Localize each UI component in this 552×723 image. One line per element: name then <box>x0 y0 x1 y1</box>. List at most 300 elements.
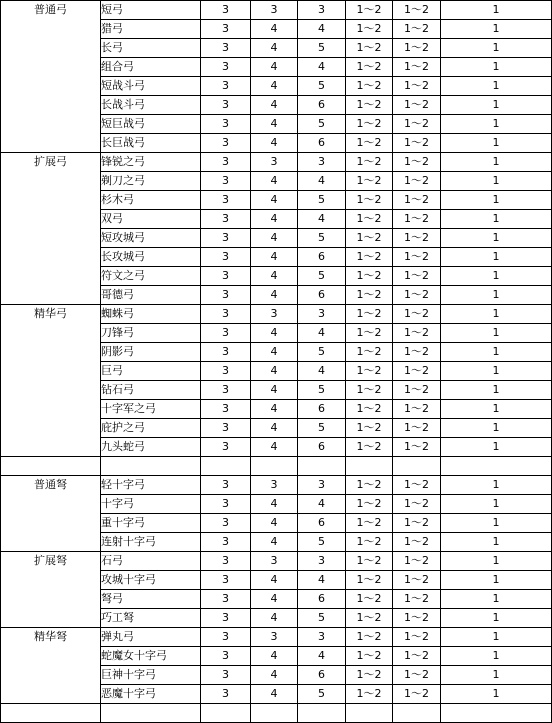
stat-c-cell: 4 <box>298 571 346 590</box>
range-d-cell: 1～2 <box>346 685 393 704</box>
weapon-name-cell: 轻十字弓 <box>101 476 201 495</box>
stat-f-cell: 1 <box>441 305 552 324</box>
stat-c-cell: 3 <box>298 552 346 571</box>
table-row <box>1 590 552 609</box>
table-row <box>1 191 552 210</box>
stat-b-cell: 3 <box>251 153 298 172</box>
stat-c-cell: 6 <box>298 400 346 419</box>
range-d-cell: 1～2 <box>346 647 393 666</box>
category-cell <box>1 495 101 514</box>
stat-b-cell: 4 <box>251 267 298 286</box>
stat-f-cell: 1 <box>441 210 552 229</box>
stat-c-cell: 3 <box>298 476 346 495</box>
weapon-name-cell: 十字军之弓 <box>101 400 201 419</box>
category-cell <box>1 533 101 552</box>
stat-f-cell: 1 <box>441 666 552 685</box>
range-d-cell: 1～2 <box>346 153 393 172</box>
category-cell <box>1 571 101 590</box>
category-cell <box>1 191 101 210</box>
category-cell <box>1 381 101 400</box>
stat-c-cell: 4 <box>298 495 346 514</box>
table-row <box>1 666 552 685</box>
weapon-name-cell: 阴影弓 <box>101 343 201 362</box>
stat-c-cell: 5 <box>298 77 346 96</box>
weapon-name-cell: 猎弓 <box>101 20 201 39</box>
range-d-cell: 1～2 <box>346 134 393 153</box>
category-cell <box>1 647 101 666</box>
stat-b-cell: 4 <box>251 381 298 400</box>
stat-a-cell: 3 <box>201 248 251 267</box>
table-row <box>1 362 552 381</box>
stat-b-cell: 4 <box>251 58 298 77</box>
stat-a-cell: 3 <box>201 476 251 495</box>
stat-c-cell <box>298 457 346 476</box>
table-row <box>1 229 552 248</box>
stat-c-cell: 5 <box>298 343 346 362</box>
stat-f-cell: 1 <box>441 324 552 343</box>
stat-a-cell: 3 <box>201 77 251 96</box>
weapon-name-cell: 刀锋弓 <box>101 324 201 343</box>
stat-f-cell: 1 <box>441 533 552 552</box>
range-e-cell: 1～2 <box>393 400 441 419</box>
category-cell: 扩展弩 <box>1 552 101 571</box>
stat-f-cell: 1 <box>441 77 552 96</box>
stat-c-cell: 3 <box>298 628 346 647</box>
stat-c-cell: 5 <box>298 685 346 704</box>
stat-f-cell: 1 <box>441 647 552 666</box>
category-cell <box>1 419 101 438</box>
range-e-cell: 1～2 <box>393 666 441 685</box>
weapon-name-cell: 蜘蛛弓 <box>101 305 201 324</box>
category-cell <box>1 210 101 229</box>
range-d-cell: 1～2 <box>346 571 393 590</box>
weapon-name-cell: 长攻城弓 <box>101 248 201 267</box>
table-row <box>1 495 552 514</box>
stat-c-cell: 5 <box>298 381 346 400</box>
range-d-cell: 1～2 <box>346 324 393 343</box>
stat-b-cell: 3 <box>251 1 298 20</box>
category-cell <box>1 267 101 286</box>
stat-f-cell: 1 <box>441 514 552 533</box>
stat-f-cell: 1 <box>441 248 552 267</box>
range-e-cell: 1～2 <box>393 153 441 172</box>
stat-b-cell: 4 <box>251 115 298 134</box>
table-row <box>1 647 552 666</box>
category-cell <box>1 96 101 115</box>
stat-a-cell: 3 <box>201 666 251 685</box>
stat-c-cell <box>298 704 346 723</box>
table-row <box>1 419 552 438</box>
stat-b-cell: 4 <box>251 191 298 210</box>
range-d-cell: 1～2 <box>346 1 393 20</box>
category-cell <box>1 362 101 381</box>
table-row <box>1 400 552 419</box>
stat-b-cell: 4 <box>251 20 298 39</box>
stat-a-cell: 3 <box>201 210 251 229</box>
table-row <box>1 476 552 495</box>
table-row <box>1 77 552 96</box>
range-e-cell: 1～2 <box>393 647 441 666</box>
stat-a-cell <box>201 457 251 476</box>
weapon-name-cell <box>101 704 201 723</box>
stat-c-cell: 6 <box>298 514 346 533</box>
weapon-name-cell: 短攻城弓 <box>101 229 201 248</box>
stat-f-cell: 1 <box>441 172 552 191</box>
category-cell <box>1 77 101 96</box>
stat-c-cell: 4 <box>298 324 346 343</box>
stat-f-cell: 1 <box>441 191 552 210</box>
stat-b-cell: 4 <box>251 324 298 343</box>
table-row <box>1 343 552 362</box>
stat-c-cell: 5 <box>298 609 346 628</box>
range-d-cell: 1～2 <box>346 20 393 39</box>
range-e-cell: 1～2 <box>393 495 441 514</box>
stat-f-cell <box>441 457 552 476</box>
range-d-cell: 1～2 <box>346 419 393 438</box>
range-d-cell: 1～2 <box>346 362 393 381</box>
category-cell <box>1 685 101 704</box>
stat-b-cell: 4 <box>251 229 298 248</box>
stat-b-cell: 4 <box>251 343 298 362</box>
range-d-cell: 1～2 <box>346 267 393 286</box>
stat-b-cell: 4 <box>251 248 298 267</box>
stat-a-cell: 3 <box>201 96 251 115</box>
stat-b-cell: 4 <box>251 514 298 533</box>
stat-a-cell: 3 <box>201 685 251 704</box>
weapon-name-cell: 九头蛇弓 <box>101 438 201 457</box>
range-d-cell: 1～2 <box>346 343 393 362</box>
range-e-cell <box>393 457 441 476</box>
stat-a-cell: 3 <box>201 628 251 647</box>
stat-b-cell: 4 <box>251 419 298 438</box>
table-row <box>1 704 552 723</box>
table-row <box>1 153 552 172</box>
range-d-cell: 1～2 <box>346 476 393 495</box>
stat-b-cell: 4 <box>251 533 298 552</box>
range-d-cell: 1～2 <box>346 400 393 419</box>
stat-c-cell: 5 <box>298 229 346 248</box>
stat-a-cell: 3 <box>201 286 251 305</box>
range-d-cell: 1～2 <box>346 590 393 609</box>
stat-f-cell: 1 <box>441 362 552 381</box>
weapon-name-cell: 短战斗弓 <box>101 77 201 96</box>
table-row <box>1 286 552 305</box>
stat-b-cell: 4 <box>251 362 298 381</box>
stat-a-cell: 3 <box>201 324 251 343</box>
category-cell <box>1 286 101 305</box>
table-row <box>1 438 552 457</box>
category-cell: 精华弓 <box>1 305 101 324</box>
stat-c-cell: 6 <box>298 438 346 457</box>
stat-c-cell: 3 <box>298 153 346 172</box>
range-e-cell: 1～2 <box>393 115 441 134</box>
stat-a-cell: 3 <box>201 362 251 381</box>
range-e-cell: 1～2 <box>393 362 441 381</box>
range-e-cell: 1～2 <box>393 552 441 571</box>
weapon-name-cell: 符文之弓 <box>101 267 201 286</box>
stat-b-cell: 3 <box>251 305 298 324</box>
weapon-name-cell: 蛇魔女十字弓 <box>101 647 201 666</box>
table-row <box>1 533 552 552</box>
stat-a-cell: 3 <box>201 191 251 210</box>
stat-f-cell: 1 <box>441 267 552 286</box>
stat-f-cell: 1 <box>441 39 552 58</box>
stat-f-cell: 1 <box>441 1 552 20</box>
weapon-name-cell: 恶魔十字弓 <box>101 685 201 704</box>
table-row <box>1 39 552 58</box>
stat-f-cell: 1 <box>441 571 552 590</box>
category-cell <box>1 39 101 58</box>
table-row <box>1 305 552 324</box>
range-d-cell: 1～2 <box>346 229 393 248</box>
stat-a-cell: 3 <box>201 495 251 514</box>
category-cell <box>1 704 101 723</box>
table-row <box>1 552 552 571</box>
stat-b-cell: 4 <box>251 400 298 419</box>
stat-b-cell <box>251 704 298 723</box>
category-cell <box>1 666 101 685</box>
stat-a-cell: 3 <box>201 343 251 362</box>
stat-a-cell: 3 <box>201 400 251 419</box>
stat-b-cell: 4 <box>251 590 298 609</box>
range-e-cell: 1～2 <box>393 571 441 590</box>
range-d-cell <box>346 704 393 723</box>
stat-a-cell: 3 <box>201 1 251 20</box>
stat-f-cell: 1 <box>441 628 552 647</box>
stat-a-cell: 3 <box>201 115 251 134</box>
table-row <box>1 248 552 267</box>
stat-b-cell: 4 <box>251 571 298 590</box>
range-e-cell: 1～2 <box>393 476 441 495</box>
range-e-cell: 1～2 <box>393 685 441 704</box>
stat-c-cell: 6 <box>298 286 346 305</box>
weapon-name-cell: 杉木弓 <box>101 191 201 210</box>
stat-a-cell: 3 <box>201 552 251 571</box>
weapon-name-cell: 双弓 <box>101 210 201 229</box>
stat-c-cell: 4 <box>298 647 346 666</box>
range-e-cell: 1～2 <box>393 286 441 305</box>
stat-f-cell <box>441 704 552 723</box>
range-e-cell: 1～2 <box>393 533 441 552</box>
range-d-cell: 1～2 <box>346 514 393 533</box>
range-d-cell: 1～2 <box>346 58 393 77</box>
stat-f-cell: 1 <box>441 685 552 704</box>
stat-b-cell: 4 <box>251 134 298 153</box>
range-e-cell: 1～2 <box>393 172 441 191</box>
stat-a-cell: 3 <box>201 590 251 609</box>
range-e-cell: 1～2 <box>393 419 441 438</box>
table-row <box>1 609 552 628</box>
stat-a-cell: 3 <box>201 438 251 457</box>
range-d-cell: 1～2 <box>346 77 393 96</box>
table-row <box>1 381 552 400</box>
category-cell <box>1 172 101 191</box>
range-e-cell: 1～2 <box>393 305 441 324</box>
category-cell <box>1 590 101 609</box>
table-row <box>1 134 552 153</box>
stat-b-cell: 3 <box>251 552 298 571</box>
stat-b-cell: 4 <box>251 96 298 115</box>
stat-c-cell: 5 <box>298 533 346 552</box>
table-row <box>1 685 552 704</box>
range-e-cell: 1～2 <box>393 39 441 58</box>
category-cell <box>1 115 101 134</box>
stat-c-cell: 6 <box>298 248 346 267</box>
range-e-cell: 1～2 <box>393 590 441 609</box>
range-d-cell: 1～2 <box>346 115 393 134</box>
stat-b-cell: 4 <box>251 609 298 628</box>
stat-f-cell: 1 <box>441 609 552 628</box>
stat-a-cell: 3 <box>201 305 251 324</box>
stat-a-cell: 3 <box>201 267 251 286</box>
category-cell <box>1 248 101 267</box>
stat-c-cell: 6 <box>298 134 346 153</box>
range-e-cell: 1～2 <box>393 1 441 20</box>
range-e-cell: 1～2 <box>393 267 441 286</box>
range-e-cell: 1～2 <box>393 343 441 362</box>
range-d-cell: 1～2 <box>346 628 393 647</box>
weapon-name-cell: 锋锐之弓 <box>101 153 201 172</box>
stat-b-cell: 4 <box>251 210 298 229</box>
category-cell <box>1 20 101 39</box>
stat-f-cell: 1 <box>441 286 552 305</box>
category-cell <box>1 324 101 343</box>
stat-c-cell: 4 <box>298 362 346 381</box>
category-cell <box>1 438 101 457</box>
stat-a-cell: 3 <box>201 571 251 590</box>
stat-a-cell: 3 <box>201 609 251 628</box>
table-row <box>1 571 552 590</box>
category-cell: 扩展弓 <box>1 153 101 172</box>
range-e-cell: 1～2 <box>393 438 441 457</box>
category-cell <box>1 229 101 248</box>
table-row <box>1 172 552 191</box>
stat-f-cell: 1 <box>441 115 552 134</box>
stat-c-cell: 3 <box>298 305 346 324</box>
category-cell <box>1 58 101 77</box>
category-cell: 普通弩 <box>1 476 101 495</box>
stat-c-cell: 5 <box>298 39 346 58</box>
stat-f-cell: 1 <box>441 96 552 115</box>
weapon-name-cell: 长巨战弓 <box>101 134 201 153</box>
weapon-name-cell: 哥德弓 <box>101 286 201 305</box>
range-d-cell: 1～2 <box>346 172 393 191</box>
stat-a-cell: 3 <box>201 172 251 191</box>
stat-b-cell: 4 <box>251 685 298 704</box>
weapon-name-cell: 弩弓 <box>101 590 201 609</box>
stat-b-cell: 4 <box>251 172 298 191</box>
range-d-cell: 1～2 <box>346 666 393 685</box>
stat-a-cell: 3 <box>201 647 251 666</box>
weapon-name-cell: 短巨战弓 <box>101 115 201 134</box>
range-e-cell: 1～2 <box>393 248 441 267</box>
stat-a-cell: 3 <box>201 134 251 153</box>
range-e-cell: 1～2 <box>393 229 441 248</box>
weapon-name-cell: 长战斗弓 <box>101 96 201 115</box>
stat-f-cell: 1 <box>441 229 552 248</box>
stat-a-cell <box>201 704 251 723</box>
stat-a-cell: 3 <box>201 58 251 77</box>
stat-c-cell: 4 <box>298 172 346 191</box>
stat-f-cell: 1 <box>441 590 552 609</box>
category-cell <box>1 343 101 362</box>
stat-c-cell: 5 <box>298 267 346 286</box>
table-row <box>1 20 552 39</box>
range-d-cell: 1～2 <box>346 191 393 210</box>
range-e-cell <box>393 704 441 723</box>
stat-a-cell: 3 <box>201 39 251 58</box>
weapon-name-cell: 巨弓 <box>101 362 201 381</box>
range-d-cell: 1～2 <box>346 96 393 115</box>
stat-b-cell: 4 <box>251 286 298 305</box>
stat-a-cell: 3 <box>201 419 251 438</box>
stat-f-cell: 1 <box>441 419 552 438</box>
category-cell: 精华弩 <box>1 628 101 647</box>
range-d-cell: 1～2 <box>346 495 393 514</box>
weapon-name-cell: 庇护之弓 <box>101 419 201 438</box>
table-row <box>1 1 552 20</box>
weapon-name-cell: 巨神十字弓 <box>101 666 201 685</box>
stat-c-cell: 6 <box>298 590 346 609</box>
weapon-name-cell: 十字弓 <box>101 495 201 514</box>
stat-a-cell: 3 <box>201 381 251 400</box>
weapon-name-cell: 重十字弓 <box>101 514 201 533</box>
stat-f-cell: 1 <box>441 58 552 77</box>
table-body <box>1 1 552 723</box>
weapon-name-cell: 钻石弓 <box>101 381 201 400</box>
range-d-cell: 1～2 <box>346 286 393 305</box>
range-d-cell: 1～2 <box>346 210 393 229</box>
weapon-name-cell <box>101 457 201 476</box>
stat-b-cell: 4 <box>251 647 298 666</box>
range-e-cell: 1～2 <box>393 58 441 77</box>
stat-f-cell: 1 <box>441 153 552 172</box>
stat-a-cell: 3 <box>201 20 251 39</box>
category-cell <box>1 134 101 153</box>
range-e-cell: 1～2 <box>393 96 441 115</box>
weapon-name-cell: 连射十字弓 <box>101 533 201 552</box>
range-d-cell <box>346 457 393 476</box>
stat-c-cell: 5 <box>298 419 346 438</box>
weapon-name-cell: 弹丸弓 <box>101 628 201 647</box>
range-e-cell: 1～2 <box>393 514 441 533</box>
stat-b-cell: 4 <box>251 39 298 58</box>
stat-c-cell: 4 <box>298 210 346 229</box>
stat-f-cell: 1 <box>441 476 552 495</box>
table-row <box>1 514 552 533</box>
weapon-name-cell: 剃刀之弓 <box>101 172 201 191</box>
range-e-cell: 1～2 <box>393 381 441 400</box>
weapon-name-cell: 石弓 <box>101 552 201 571</box>
stat-c-cell: 3 <box>298 1 346 20</box>
weapon-name-cell: 短弓 <box>101 1 201 20</box>
stat-b-cell: 4 <box>251 495 298 514</box>
stat-f-cell: 1 <box>441 343 552 362</box>
range-d-cell: 1～2 <box>346 248 393 267</box>
stat-b-cell: 4 <box>251 77 298 96</box>
range-d-cell: 1～2 <box>346 552 393 571</box>
stat-f-cell: 1 <box>441 495 552 514</box>
stat-f-cell: 1 <box>441 438 552 457</box>
stat-b-cell: 3 <box>251 628 298 647</box>
range-e-cell: 1～2 <box>393 628 441 647</box>
category-cell <box>1 514 101 533</box>
table-row <box>1 210 552 229</box>
category-cell: 普通弓 <box>1 1 101 20</box>
table-row <box>1 115 552 134</box>
range-e-cell: 1～2 <box>393 210 441 229</box>
range-d-cell: 1～2 <box>346 438 393 457</box>
